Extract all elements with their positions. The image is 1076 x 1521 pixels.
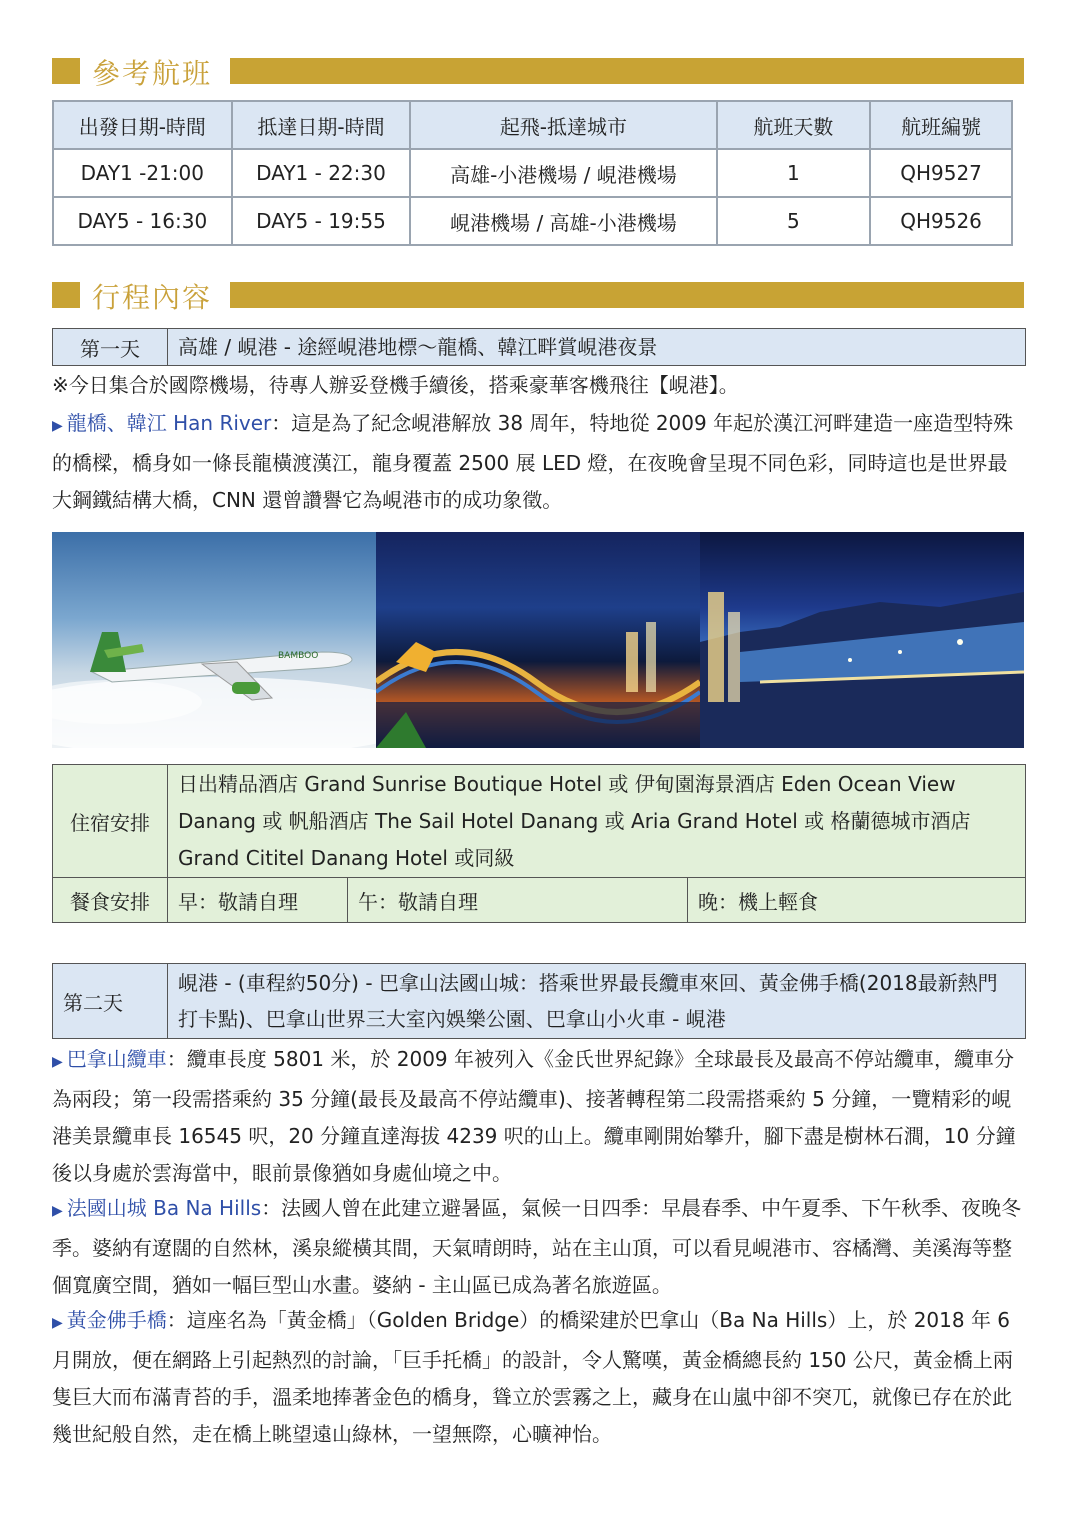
section-title: 參考航班 — [92, 57, 213, 90]
section-marker — [52, 58, 80, 84]
cell-flight-no: QH9526 — [870, 197, 1012, 245]
triangle-bullet-icon: ▶ — [52, 1203, 63, 1219]
cell-route: 峴港機場 / 高雄-小港機場 — [410, 197, 716, 245]
cell-departure: DAY1 -21:00 — [53, 149, 232, 197]
col-flight-no: 航班編號 — [870, 101, 1012, 149]
cell-departure: DAY5 - 16:30 — [53, 197, 232, 245]
cell-flight-no: QH9527 — [870, 149, 1012, 197]
dragon-bridge-photo — [376, 532, 700, 748]
cable-car-desc: ：纜車長度 5801 米，於 2009 年被列入《金氏世界紀錄》全球最長及最高不停站纜車，纜車分為兩段；第一段需搭乘約 35 分鐘(最長及最高不停站纜車)、接著轉程第二段需搭乘約 5 分鐘，一覽精彩的峴港美景纜車長 16545 呎，20 分鐘直達海拔 4239 呎的山上。纜車剛開始攀升，腳下盡是樹林石澗，10 分鐘後以身處於雲海當中，眼前景像猶如身處仙境之中。 — [52, 1047, 1016, 1185]
flight-table — [52, 100, 1013, 246]
golden-bridge-paragraph — [52, 1302, 1024, 1453]
day1-header — [52, 328, 1026, 366]
day2-header — [52, 963, 1026, 1039]
day2-label: 第二天 — [53, 964, 168, 1038]
col-arrival: 抵達日期-時間 — [232, 101, 411, 149]
col-day: 航班天數 — [717, 101, 871, 149]
flight-section-header — [52, 57, 1024, 90]
cell-arrival: DAY5 - 19:55 — [232, 197, 411, 245]
photo-strip — [52, 532, 1024, 748]
cell-arrival: DAY1 - 22:30 — [232, 149, 411, 197]
meals-label: 餐食安排 — [53, 878, 168, 923]
cell-day: 1 — [717, 149, 871, 197]
day1-note: ※今日集合於國際機場，待專人辦妥登機手續後，搭乘豪華客機飛往【峴港】。 — [52, 373, 739, 397]
col-route: 起飛-抵達城市 — [410, 101, 716, 149]
golden-bridge-heading: 黃金佛手橋 — [66, 1308, 167, 1332]
dragon-bridge-heading: 龍橋、韓江 Han River — [66, 411, 272, 435]
section-title: 行程內容 — [92, 281, 213, 314]
section-marker — [52, 282, 80, 308]
day2-title: 峴港 - (車程約50分) - 巴拿山法國山城：搭乘世界最長纜車來回、黃金佛手橋(2018最新熱門打卡點)、巴拿山世界三大室內娛樂公園、巴拿山小火車 - 峴港 — [178, 971, 998, 1031]
danang-night-photo — [700, 532, 1024, 748]
itinerary-section-header — [52, 281, 1024, 314]
accommodation-meals-table — [52, 764, 1026, 923]
triangle-bullet-icon: ▶ — [52, 1315, 63, 1331]
dragon-bridge-paragraph — [52, 405, 1024, 519]
cell-route: 高雄-小港機場 / 峴港機場 — [410, 149, 716, 197]
airplane-icon — [52, 532, 376, 748]
airplane-photo — [52, 532, 376, 748]
day1-label: 第一天 — [53, 329, 168, 365]
table-row — [53, 149, 1012, 197]
flight-table-header-row — [53, 101, 1012, 149]
table-row — [53, 197, 1012, 245]
cable-car-paragraph — [52, 1041, 1024, 1192]
col-departure: 出發日期-時間 — [53, 101, 232, 149]
section-rule — [230, 58, 1024, 84]
section-rule — [230, 282, 1024, 308]
ba-na-hills-heading: 法國山城 Ba Na Hills — [66, 1196, 262, 1220]
meals-row — [53, 878, 1026, 923]
ba-na-hills-desc: ：法國人曾在此建立避暑區，氣候一日四季：早晨春季、中午夏季、下午秋季、夜晚冬季。婆納有遼闊的自然林，溪泉縱橫其間，天氣晴朗時，站在主山頂，可以看見峴港市、容橘灣、美溪海等整個寬廣空間，猶如一幅巨型山水畫。婆納 - 主山區已成為著名旅遊區。 — [52, 1196, 1022, 1297]
triangle-bullet-icon: ▶ — [52, 418, 63, 434]
triangle-bullet-icon: ▶ — [52, 1054, 63, 1070]
cable-car-heading: 巴拿山纜車 — [66, 1047, 167, 1071]
ba-na-hills-paragraph — [52, 1190, 1024, 1304]
city-skyline-icon — [700, 532, 1024, 748]
plane-logo-text: BAMBOO — [278, 651, 319, 661]
breakfast-cell: 早：敬請自理 — [168, 878, 348, 923]
lunch-cell: 午：敬請自理 — [348, 878, 688, 923]
accommodation-row — [53, 765, 1026, 878]
dragon-bridge-desc: ：這是為了紀念峴港解放 38 周年，特地從 2009 年起於漢江河畔建造一座造型特殊的橋樑，橋身如一條長龍橫渡漢江，龍身覆蓋 2500 展 LED 燈，在夜晚會呈現不同色彩，同時這也是世界最大鋼鐵結構大橋，CNN 還曾讚譽它為峴港市的成功象徵。 — [52, 411, 1014, 512]
accommodation-text: 日出精品酒店 Grand Sunrise Boutique Hotel 或 伊甸園海景酒店 Eden Ocean View Danang 或 帆船酒店 The Sail Hotel Danang 或 Aria Grand Hotel 或 格蘭德城市酒店 Grand Cititel Danang Hotel 或同級 — [168, 765, 1026, 878]
golden-bridge-desc: ：這座名為「黃金橋」（Golden Bridge）的橋梁建於巴拿山（Ba Na Hills）上，於 2018 年 6 月開放，便在網路上引起熱烈的討論，「巨手托橋」的設計，令人驚嘆，黃金橋總長約 150 公尺，黃金橋上兩隻巨大而布滿青苔的手，溫柔地捧著金色的橋身，聳立於雲霧之上，藏身在山嵐中卻不突兀，就像已存在於此幾世紀般自然，走在橋上眺望遠山綠林，一望無際，心曠神怡。 — [52, 1308, 1013, 1446]
cell-day: 5 — [717, 197, 871, 245]
accommodation-label: 住宿安排 — [53, 765, 168, 878]
day1-title: 高雄 / 峴港 - 途經峴港地標～龍橋、韓江畔賞峴港夜景 — [178, 335, 658, 359]
dinner-cell: 晚：機上輕食 — [688, 878, 1026, 923]
dragon-bridge-icon — [376, 532, 700, 748]
